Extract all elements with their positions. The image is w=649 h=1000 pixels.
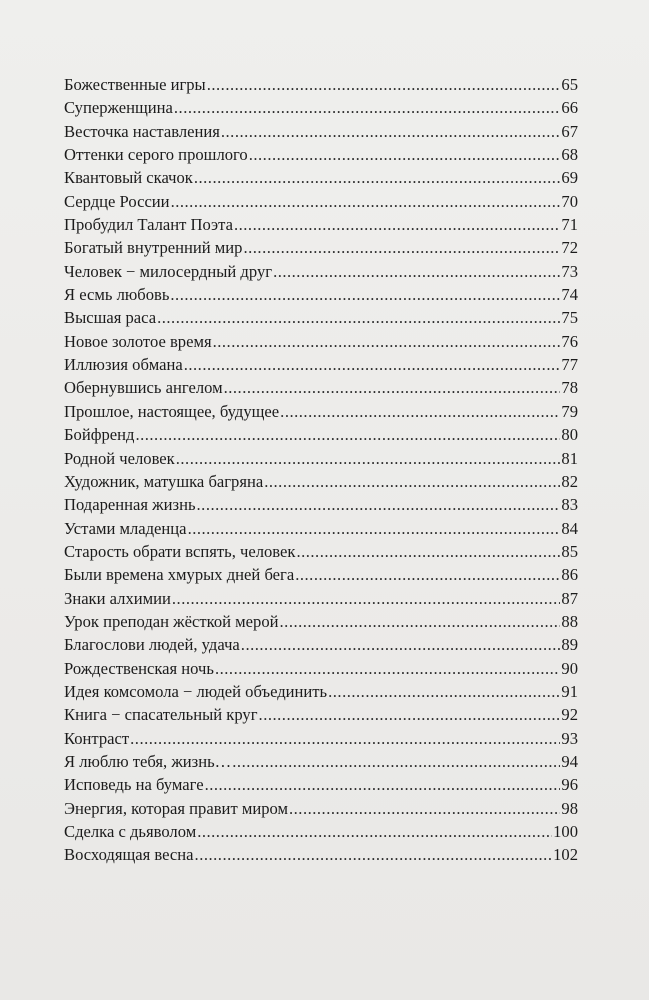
toc-entry-title: Божественные игры bbox=[64, 75, 206, 94]
toc-leader-dots bbox=[207, 73, 561, 96]
toc-entry-page: 65 bbox=[561, 75, 578, 94]
toc-leader-dots bbox=[197, 493, 561, 516]
toc-entry-title: Суперженщина bbox=[64, 98, 173, 118]
toc-entry-title: Восходящая весна bbox=[64, 845, 194, 865]
table-of-contents bbox=[64, 73, 578, 867]
toc-entry-title: Обернувшись ангелом bbox=[64, 378, 223, 398]
toc-leader-dots bbox=[172, 587, 561, 610]
toc-entry-page: 67 bbox=[561, 121, 578, 141]
toc-entry bbox=[64, 353, 578, 376]
toc-entry-title: Были времена хмурых дней бега bbox=[64, 565, 295, 585]
toc-entry-title: Энергия, которая правит миром bbox=[64, 798, 288, 818]
toc-entry-page: 96 bbox=[561, 775, 578, 795]
toc-leader-dots bbox=[232, 750, 560, 773]
toc-entry bbox=[64, 540, 578, 563]
toc-leader-dots bbox=[243, 236, 560, 259]
toc-entry bbox=[64, 260, 578, 283]
toc-entry-page: 70 bbox=[561, 191, 578, 211]
toc-leader-dots bbox=[249, 143, 561, 166]
toc-entry-page: 92 bbox=[561, 705, 578, 725]
toc-leader-dots bbox=[157, 306, 560, 329]
toc-entry-title: Оттенки серого прошлого bbox=[64, 145, 248, 165]
toc-entry-page: 84 bbox=[561, 518, 578, 538]
toc-entry-title: Я люблю тебя, жизнь… bbox=[64, 751, 232, 771]
toc-leader-dots bbox=[264, 470, 560, 493]
toc-entry-title: Контраст bbox=[64, 728, 130, 748]
toc-leader-dots bbox=[280, 610, 561, 633]
toc-entry bbox=[64, 283, 578, 306]
toc-leader-dots bbox=[197, 820, 552, 843]
toc-entry bbox=[64, 96, 578, 119]
toc-entry-title: Я есмь любовь bbox=[64, 285, 170, 305]
toc-entry-title: Прошлое, настоящее, будущее bbox=[64, 401, 280, 421]
toc-entry-title: Бойфренд bbox=[64, 425, 135, 445]
toc-entry-title: Подаренная жизнь bbox=[64, 495, 196, 515]
toc-entry-page: 82 bbox=[561, 471, 578, 491]
toc-entry-page: 68 bbox=[561, 145, 578, 165]
toc-entry-title: Знаки алхимии bbox=[64, 588, 171, 608]
toc-entry-title: Весточка наставления bbox=[64, 121, 220, 141]
toc-entry-page: 93 bbox=[561, 728, 578, 748]
toc-entry-title: Пробудил Талант Поэта bbox=[64, 215, 233, 235]
toc-entry bbox=[64, 236, 578, 259]
toc-entry-page: 88 bbox=[561, 611, 578, 631]
toc-entry bbox=[64, 493, 578, 516]
toc-leader-dots bbox=[295, 563, 560, 586]
toc-entry-title: Иллюзия обмана bbox=[64, 355, 183, 375]
toc-entry bbox=[64, 703, 578, 726]
toc-entry bbox=[64, 680, 578, 703]
toc-leader-dots bbox=[215, 657, 560, 680]
toc-entry-page: 76 bbox=[561, 331, 578, 351]
toc-entry bbox=[64, 376, 578, 399]
toc-entry bbox=[64, 330, 578, 353]
toc-entry-title: Старость обрати вспять, человек bbox=[64, 541, 296, 561]
toc-entry-title: Художник, матушка багряна bbox=[64, 471, 264, 491]
toc-entry-page: 72 bbox=[561, 238, 578, 258]
toc-entry bbox=[64, 190, 578, 213]
toc-entry-title: Идея комсомола − людей объединить bbox=[64, 681, 328, 701]
toc-leader-dots bbox=[273, 260, 560, 283]
toc-entry-page: 73 bbox=[561, 261, 578, 281]
toc-entry bbox=[64, 750, 578, 773]
toc-entry bbox=[64, 633, 578, 656]
toc-leader-dots bbox=[171, 190, 561, 213]
toc-entry-page: 71 bbox=[561, 215, 578, 235]
toc-entry-title: Родной человек bbox=[64, 448, 175, 468]
toc-entry-page: 81 bbox=[561, 448, 578, 468]
toc-entry bbox=[64, 843, 578, 866]
toc-entry bbox=[64, 517, 578, 540]
toc-entry bbox=[64, 143, 578, 166]
toc-entry bbox=[64, 610, 578, 633]
toc-leader-dots bbox=[176, 447, 561, 470]
toc-entry-page: 100 bbox=[553, 822, 578, 841]
toc-entry-page: 89 bbox=[561, 635, 578, 655]
toc-entry-page: 87 bbox=[561, 588, 578, 608]
toc-leader-dots bbox=[205, 773, 561, 796]
toc-entry-page: 86 bbox=[561, 565, 578, 585]
toc-leader-dots bbox=[188, 517, 561, 540]
toc-entry-page: 85 bbox=[561, 541, 578, 561]
toc-entry-title: Рождественская ночь bbox=[64, 658, 214, 678]
toc-leader-dots bbox=[174, 96, 561, 119]
toc-entry bbox=[64, 166, 578, 189]
toc-leader-dots bbox=[296, 540, 560, 563]
toc-entry-page: 78 bbox=[561, 378, 578, 398]
toc-entry-title: Урок преподан жёсткой мерой bbox=[64, 611, 279, 631]
toc-leader-dots bbox=[135, 423, 560, 446]
toc-leader-dots bbox=[224, 376, 561, 399]
toc-entry bbox=[64, 400, 578, 423]
toc-leader-dots bbox=[289, 797, 560, 820]
toc-entry bbox=[64, 73, 578, 96]
toc-entry-page: 74 bbox=[561, 285, 578, 305]
toc-leader-dots bbox=[130, 727, 560, 750]
toc-entry bbox=[64, 773, 578, 796]
toc-entry-page: 69 bbox=[561, 168, 578, 188]
toc-leader-dots bbox=[328, 680, 560, 703]
toc-entry-title: Человек − милосердный друг bbox=[64, 261, 273, 281]
toc-entry-title: Благослови людей, удача bbox=[64, 635, 240, 655]
toc-entry bbox=[64, 120, 578, 143]
toc-leader-dots bbox=[170, 283, 560, 306]
toc-entry-page: 66 bbox=[561, 98, 578, 118]
toc-entry-page: 98 bbox=[561, 798, 578, 818]
toc-entry-title: Исповедь на бумаге bbox=[64, 775, 204, 795]
toc-entry-title: Высшая раса bbox=[64, 308, 157, 328]
toc-entry-title: Сделка с дьяволом bbox=[64, 822, 197, 841]
toc-entry bbox=[64, 306, 578, 329]
toc-entry-title: Квантовый скачок bbox=[64, 168, 193, 188]
toc-leader-dots bbox=[194, 166, 561, 189]
toc-entry bbox=[64, 797, 578, 820]
toc-entry-page: 90 bbox=[561, 658, 578, 678]
toc-leader-dots bbox=[213, 330, 561, 353]
toc-leader-dots bbox=[234, 213, 560, 236]
toc-entry-title: Сердце России bbox=[64, 191, 170, 211]
toc-leader-dots bbox=[259, 703, 561, 726]
toc-entry-page: 77 bbox=[561, 355, 578, 375]
toc-entry-title: Устами младенца bbox=[64, 518, 187, 538]
toc-entry-page: 83 bbox=[561, 495, 578, 515]
toc-entry bbox=[64, 423, 578, 446]
toc-entry-title: Богатый внутренний мир bbox=[64, 238, 243, 258]
toc-entry bbox=[64, 470, 578, 493]
toc-entry bbox=[64, 657, 578, 680]
toc-entry-title: Новое золотое время bbox=[64, 331, 212, 351]
toc-leader-dots bbox=[195, 843, 553, 866]
toc-entry-page: 75 bbox=[561, 308, 578, 328]
toc-entry bbox=[64, 820, 578, 843]
toc-entry bbox=[64, 447, 578, 470]
toc-entry-title: Книга − спасательный круг bbox=[64, 705, 258, 725]
toc-entry-page: 80 bbox=[561, 425, 578, 445]
toc-leader-dots bbox=[241, 633, 561, 656]
toc-entry bbox=[64, 213, 578, 236]
toc-leader-dots bbox=[184, 353, 561, 376]
toc-entry bbox=[64, 563, 578, 586]
toc-entry bbox=[64, 587, 578, 610]
toc-leader-dots bbox=[221, 120, 561, 143]
toc-entry-page: 94 bbox=[561, 751, 578, 771]
toc-entry-page: 79 bbox=[561, 401, 578, 421]
toc-entry-page: 91 bbox=[561, 681, 578, 701]
toc-leader-dots bbox=[280, 400, 560, 423]
toc-entry bbox=[64, 727, 578, 750]
toc-entry-page: 102 bbox=[553, 845, 578, 865]
